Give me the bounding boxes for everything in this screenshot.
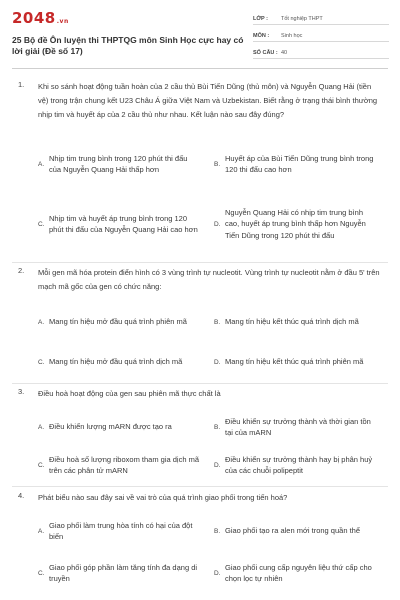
- option-text: Nhịp tim và huyết áp trung bình trong 120 phút thi đấu của Nguyễn Quang Hải cao hơn: [49, 213, 198, 234]
- option-text: Mang tín hiệu mở đầu quá trình phiên mã: [49, 317, 187, 327]
- document-title: 25 Bộ đề Ôn luyện thi THPTQG môn Sinh Học cực hay có lời giải (Đề số 17): [12, 35, 244, 56]
- option-text: Điều hoà số lượng riboxom tham gia dịch mã trên các phân tử mARN: [49, 454, 200, 475]
- option-letter: A.: [38, 527, 45, 535]
- question-number: 3.: [18, 387, 25, 396]
- meta-value: 40: [281, 50, 288, 56]
- meta-label: MÔN :: [253, 33, 270, 39]
- option-text: Huyết áp của Bùi Tiến Dũng trung bình trong 120 thi đấu cao hơn: [225, 153, 374, 174]
- option-text: Nguyễn Quang Hải có nhịp tim trung bình cao, huyết áp trung bình thấp hơn Nguyễn Tiến Dũng trong 120 phút thi đấu: [225, 207, 366, 240]
- option-b[interactable]: [214, 516, 384, 546]
- option-b[interactable]: [214, 307, 384, 337]
- option-letter: D.: [214, 461, 221, 469]
- option-a[interactable]: [38, 307, 208, 337]
- question-number: 4.: [18, 491, 25, 500]
- question-divider: [12, 262, 388, 263]
- option-b[interactable]: [214, 146, 384, 182]
- option-text: Giao phối cung cấp nguyên liệu thứ cấp cho chọn lọc tự nhiên: [225, 562, 372, 583]
- meta-value: Tốt nghiệp THPT: [281, 16, 323, 22]
- option-text: Nhịp tim trung bình trong 120 phút thi đấu của Nguyễn Quang Hải thấp hơn: [49, 153, 188, 174]
- option-d[interactable]: [214, 347, 384, 377]
- meta-row-subject: [253, 27, 389, 42]
- question-number: 1.: [18, 80, 25, 89]
- option-letter: D.: [214, 358, 221, 366]
- question-text: Phát biểu nào sau đây sai về vai trò của quá trình giao phối trong tiến hoá?: [38, 493, 288, 502]
- option-letter: C.: [38, 569, 45, 577]
- option-letter: A.: [38, 318, 45, 326]
- option-letter: C.: [38, 358, 45, 366]
- option-c[interactable]: [38, 450, 208, 480]
- meta-value: Sinh học: [281, 33, 303, 39]
- option-text: Mang tín hiệu mở đầu quá trình dịch mã: [49, 357, 183, 367]
- option-text: Giao phối làm trung hòa tính có hại của đột biến: [49, 520, 193, 541]
- document-meta: [253, 10, 389, 59]
- option-text: Mang tín hiệu kết thúc quá trình dịch mã: [225, 317, 359, 327]
- question-2: [12, 266, 388, 294]
- option-d[interactable]: [214, 198, 384, 250]
- option-c[interactable]: [38, 200, 208, 248]
- question-3: [12, 387, 388, 401]
- question-1: [12, 80, 388, 122]
- header-divider: [12, 68, 388, 69]
- option-text: Mang tín hiệu kết thúc quá trình phiên mã: [225, 357, 364, 367]
- option-text: Điều khiển sự trưởng thành và thời gian tồn tại của mARN: [225, 416, 371, 437]
- option-text: Giao phối góp phần làm tăng tính đa dạng di truyền: [49, 562, 198, 583]
- question-text: Mỗi gen mã hóa protein điển hình có 3 vùng trình tự nucleotit. Vùng trình tự nucleotit nằm ở đầu 5' trên mạch mã gốc của gen có chức năng:: [38, 268, 380, 291]
- option-letter: C.: [38, 220, 45, 228]
- question-divider: [12, 486, 388, 487]
- option-text: Điều khiển lượng mARN được tạo ra: [49, 422, 172, 432]
- option-text: Điều khiển sự trưởng thành hay bị phân huỷ của các chuỗi polipeptit: [225, 454, 373, 475]
- option-d[interactable]: [214, 558, 384, 588]
- option-a[interactable]: [38, 146, 208, 182]
- option-text: Giao phối tạo ra alen mới trong quần thể: [225, 526, 361, 536]
- option-letter: B.: [214, 318, 221, 326]
- question-text: Khi so sánh hoạt động tuần hoàn của 2 cầu thủ Bùi Tiến Dũng (thủ môn) và Nguyễn Quang Hải (tiền vệ) trong trận chung kết U23 Châu Á giữa Việt Nam và Uzbekistan. Biết rằng ở trạng thái bình thường nhịp tim và huyết áp của 2 cầu thủ như nhau. Kết luận nào sau đây đúng?: [38, 82, 378, 119]
- question-text: Điều hoà hoạt động của gen sau phiên mã thực chất là: [38, 389, 221, 398]
- option-letter: B.: [214, 160, 221, 168]
- option-letter: D.: [214, 569, 221, 577]
- option-c[interactable]: [38, 558, 208, 588]
- option-a[interactable]: [38, 516, 208, 546]
- question-number: 2.: [18, 266, 25, 275]
- option-letter: A.: [38, 423, 45, 431]
- meta-label: SỐ CÂU :: [253, 50, 278, 56]
- option-b[interactable]: [214, 412, 384, 442]
- option-letter: D.: [214, 220, 221, 228]
- logo-main: 2048: [12, 9, 56, 27]
- option-letter: B.: [214, 423, 221, 431]
- logo-suffix: .vn: [56, 18, 69, 25]
- option-letter: A.: [38, 160, 45, 168]
- meta-row-grade: [253, 10, 389, 25]
- meta-row-count: [253, 44, 389, 59]
- site-logo[interactable]: [12, 9, 69, 27]
- option-d[interactable]: [214, 450, 384, 480]
- option-a[interactable]: [38, 416, 208, 438]
- option-c[interactable]: [38, 347, 208, 377]
- question-4: [12, 491, 388, 505]
- meta-label: LỚP :: [253, 16, 268, 22]
- option-letter: B.: [214, 527, 221, 535]
- option-letter: C.: [38, 461, 45, 469]
- question-divider: [12, 383, 388, 384]
